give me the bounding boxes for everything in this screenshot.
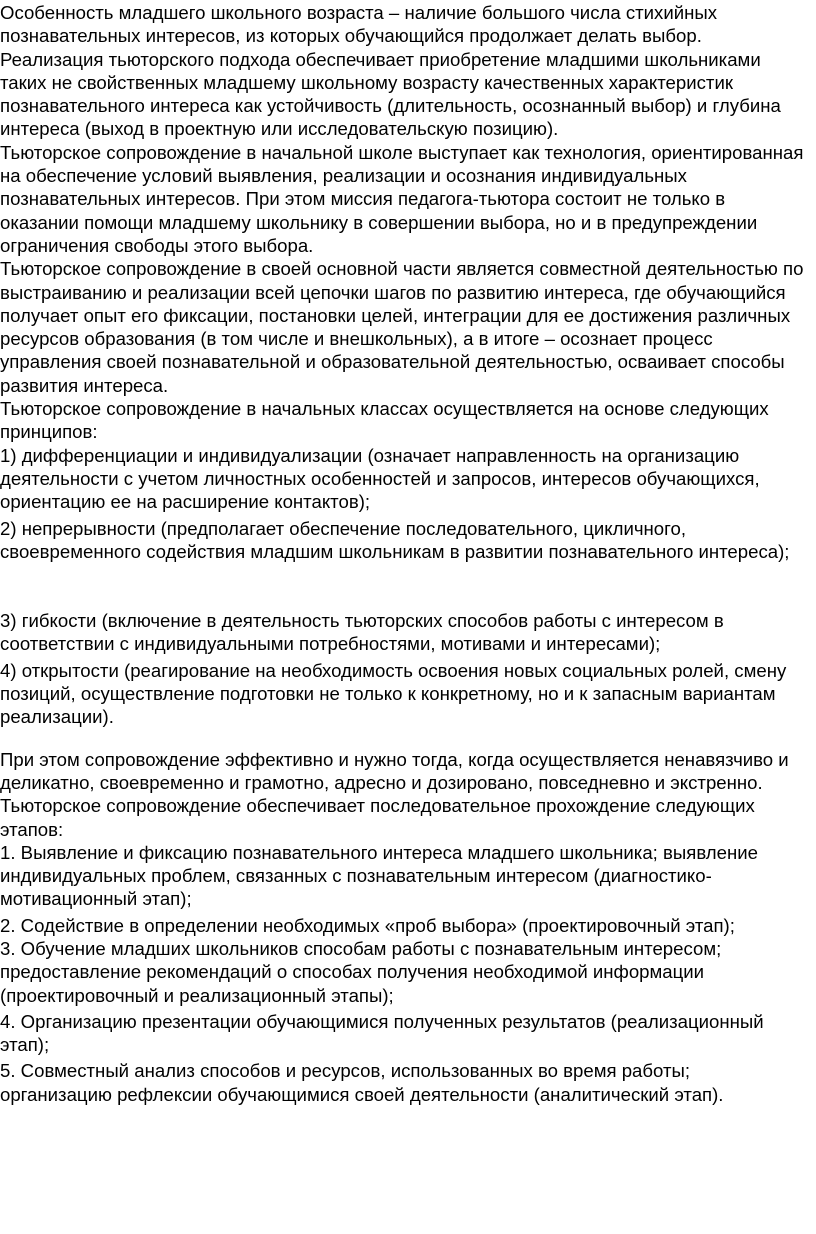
list-item-stage-1: 1. Выявление и фиксацию познавательного интереса младшего школьника; выявление индивидуальных проблем, связанных с познавательным интересом (диагностико-мотивационный этап); — [0, 841, 758, 910]
paragraph-stages-intro: Тьюторское сопровождение обеспечивает последовательное прохождение следующих этапов: — [0, 795, 755, 840]
list-item-stage-5: 5. Совместный анализ способов и ресурсов, использованных во время работы; организацию рефлексии обучающимися своей деятельности (аналитический этап). — [0, 1060, 724, 1105]
paragraph-principles-intro: Тьюторское сопровождение в начальных классах осуществляется на основе следующих принципов: — [0, 398, 769, 443]
spacer — [0, 563, 804, 609]
paragraph-effective-support: При этом сопровождение эффективно и нужно тогда, когда осуществляется ненавязчиво и деликатно, своевременно и грамотно, адресно и дозировано, повседневно и экстренно. — [0, 748, 789, 793]
paragraph-tutor-support-technology: Тьюторское сопровождение в начальной школе выступает как технология, ориентированная на обеспечение условий выявления, реализации и осознания индивидуальных познавательных интересов. При этом миссия педагога-тьютора состоит не только в оказании помощи младшему школьнику в совершении выбора, но и в предупреждении ограничения свободы этого выбора. — [0, 141, 804, 256]
list-item-principle-4: 4) открытости (реагирование на необходимость освоения новых социальных ролей, смену позиций, осуществление подготовки не только к конкретному, но и к запасным вариантам реализации). — [0, 659, 787, 728]
list-item-stage-3: 3. Обучение младших школьников способам работы с познавательным интересом; предоставление рекомендаций о способах получения необходимой информации (проектировочный и реализационный этапы); — [0, 937, 722, 1006]
list-item-principle-1: 1) дифференциации и индивидуализации (означает направленность на организацию деятельности с учетом личностных особенностей и запросов, интересов обучающихся, ориентацию ее на расширение контактов); — [0, 444, 760, 513]
paragraph-age-features: Особенность младшего школьного возраста – наличие большого числа стихийных познавательных интересов, из которых обучающийся продолжает делать выбор. Реализация тьюторского подхода обеспечивает приобретение младшими школьниками таких не свойственных младшему школьному возрасту качественных характеристик познавательного интереса как устойчивость (длительность, осознанный выбор) и глубина интереса (выход в проектную или исследовательскую позицию). — [0, 2, 781, 140]
list-item-stage-2: 2. Содействие в определении необходимых «проб выбора» (проектировочный этап); — [0, 914, 735, 936]
list-item-stage-4: 4. Организацию презентации обучающимися полученных результатов (реализационный этап); — [0, 1010, 764, 1056]
list-item-principle-2: 2) непрерывности (предполагает обеспечение последовательного, цикличного, своевременного содействия младшим школьникам в развитии познавательного интереса); — [0, 517, 790, 562]
spacer — [0, 729, 804, 748]
list-item-principle-3: 3) гибкости (включение в деятельность тьюторских способов работы с интересом в соответствии с индивидуальными потребностями, мотивами и интересами); — [0, 610, 724, 655]
paragraph-joint-activity: Тьюторское сопровождение в своей основной части является совместной деятельностью по выстраиванию и реализации всей цепочки шагов по развитию интереса, где обучающийся получает опыт его фиксации, постановки целей, интеграции для ее достижения различных ресурсов образования (в том числе и внешкольных), а в итоге – осознает процесс управления своей познавательной и образовательной деятельностью, осваивает способы развития интереса. — [0, 258, 804, 396]
